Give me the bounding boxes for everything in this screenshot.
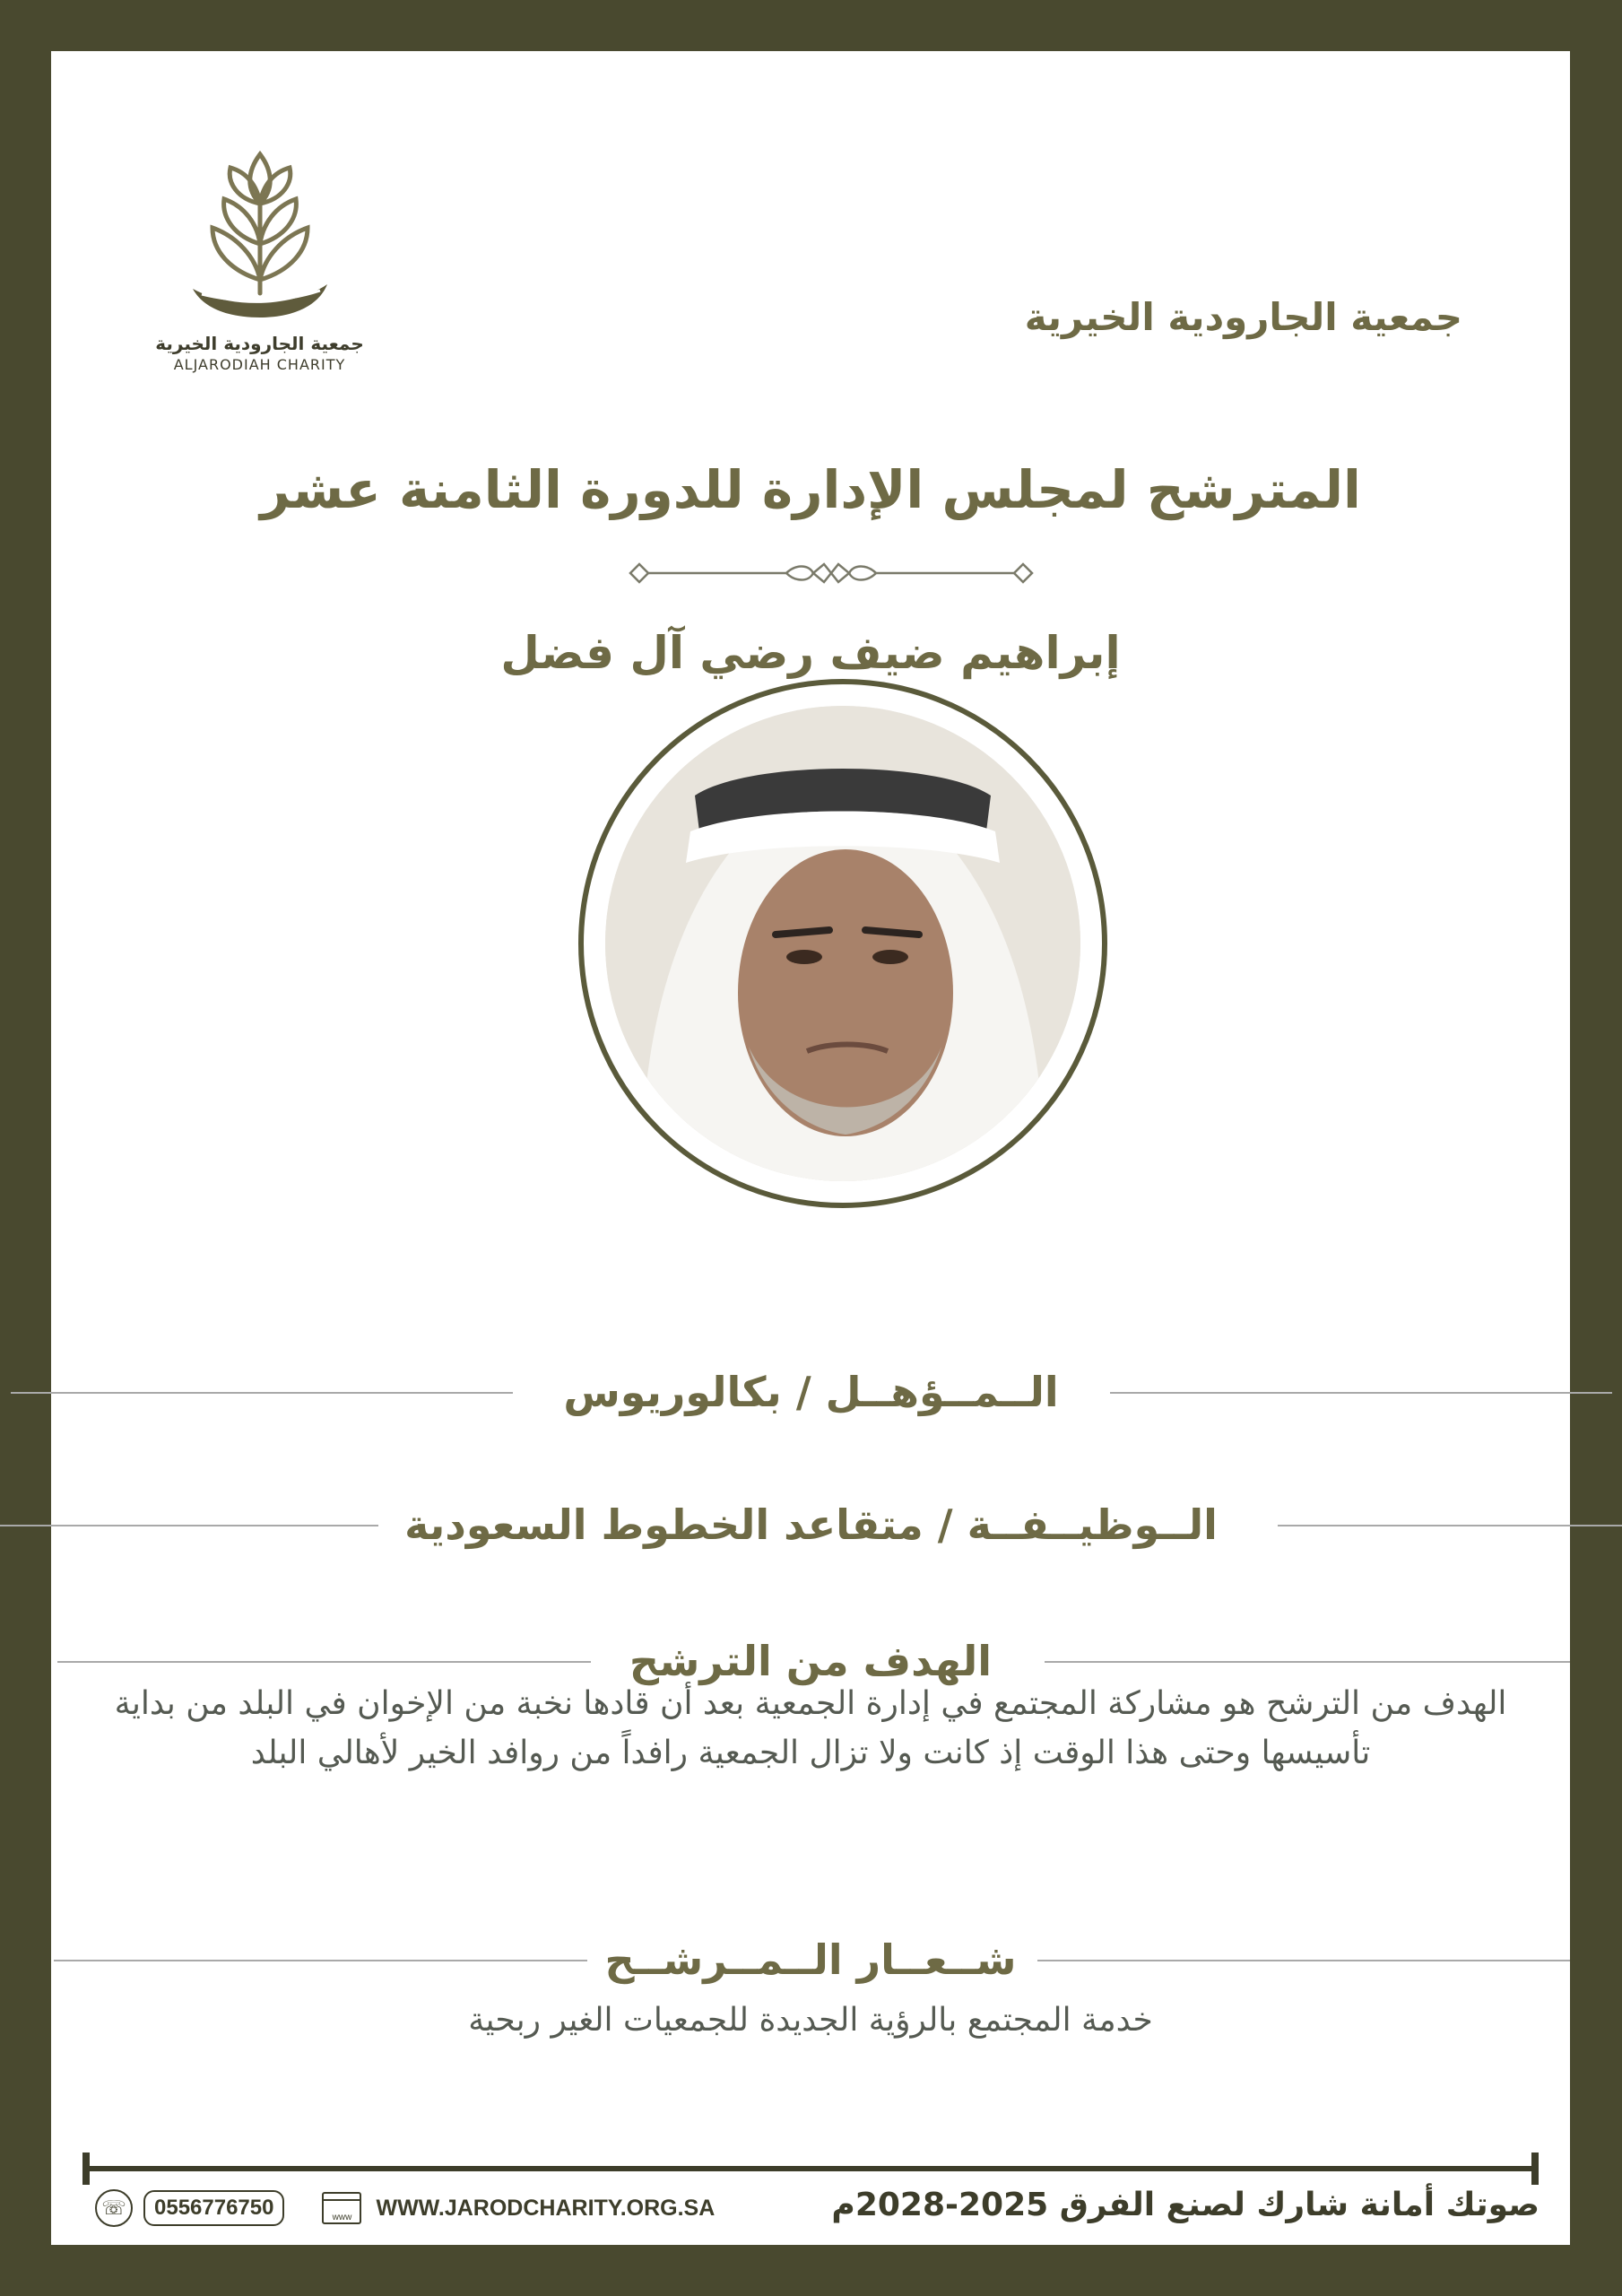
page-title: المترشح لمجلس الإدارة للدورة الثامنة عشر [260, 459, 1361, 520]
web-icon [322, 2192, 361, 2224]
candidate-name: إبراهيم ضيف رضي آل فضل [500, 627, 1121, 679]
poster-sheet [51, 51, 1570, 2245]
qualification-text: الــمــؤهــل / بكالوريوس [563, 1368, 1059, 1416]
goal-paragraph: الهدف من الترشح هو مشاركة المجتمع في إدارة الجمعية بعد أن قادها نخبة من الإخوان في البلد من بداية تأسيسها وحتى هذا الوقت إذ كانت ولا تزال الجمعية رافداً من روافد الخير لأهالي البلد [114, 1685, 1507, 1771]
job-text: الــوظيــفــة / متقاعد الخطوط السعودية [404, 1500, 1218, 1549]
org-name: جمعية الجارودية الخيرية [1024, 295, 1462, 339]
job-row [0, 1493, 1622, 1556]
web-icon-label: www [332, 2213, 352, 2222]
charity-logo [154, 136, 365, 396]
slogan-heading: شــعــار الــمــرشــح [604, 1935, 1017, 1984]
website-link[interactable]: WWW.JARODCHARITY.ORG.SA [376, 2195, 716, 2221]
phone-number[interactable]: 0556776750 [143, 2190, 284, 2226]
candidate-photo-frame [578, 679, 1107, 1208]
logo-arabic-name: جمعية الجارودية الخيرية [155, 333, 364, 354]
footer-slogan: صوتك أمانة شارك لصنع الفرق 2025-2028م [831, 2187, 1540, 2223]
ornament-divider-icon [625, 555, 1037, 591]
wheat-logo-icon [166, 136, 354, 329]
candidate-photo [605, 706, 1080, 1181]
footer-bar [82, 2166, 1539, 2171]
footer-contacts [95, 2185, 715, 2231]
qualification-row [0, 1361, 1622, 1423]
slogan-heading-row [51, 1928, 1570, 1991]
goal-heading: الهدف من الترشح [629, 1637, 993, 1685]
phone-icon: ☏ [95, 2189, 133, 2227]
slogan-text: خدمة المجتمع بالرؤية الجديدة للجمعيات الغير ربحية [468, 2002, 1153, 2039]
logo-english-name: ALJARODIAH CHARITY [173, 356, 346, 373]
